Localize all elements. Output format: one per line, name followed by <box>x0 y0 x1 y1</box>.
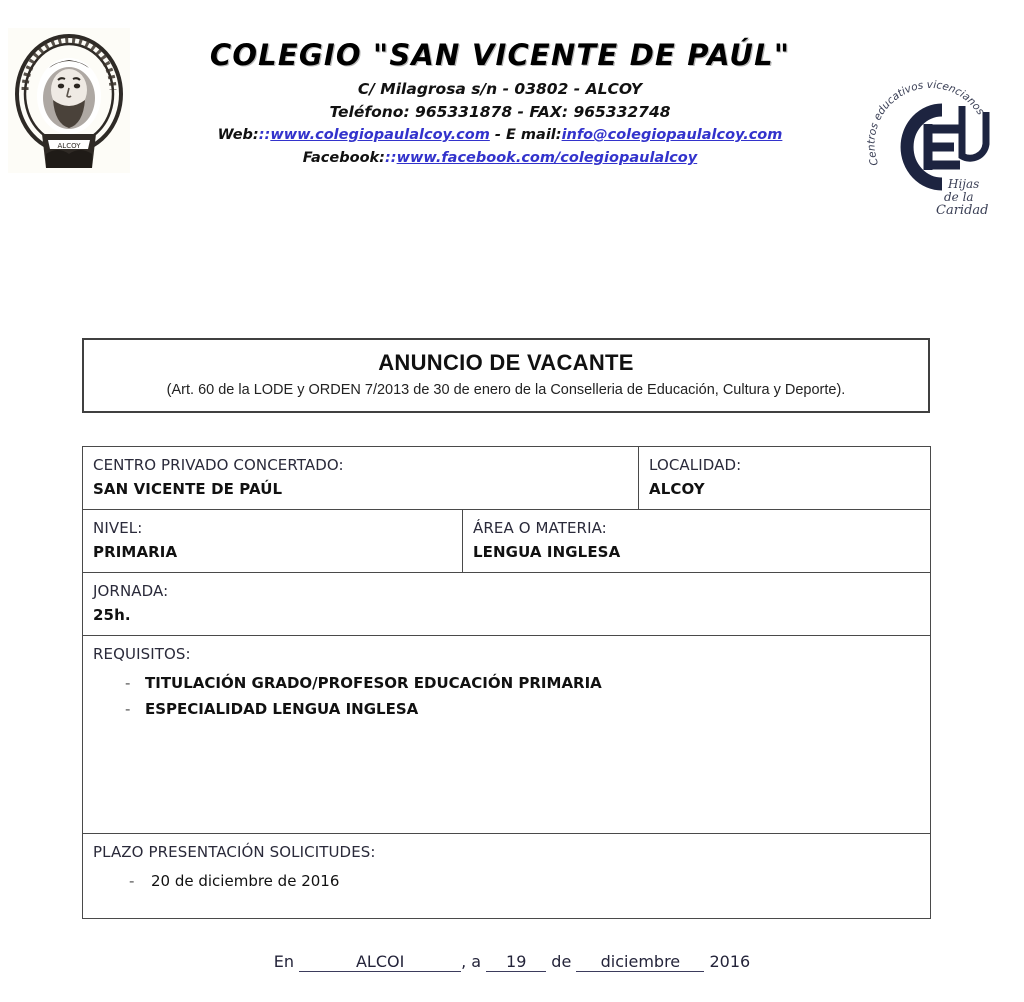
table-row <box>83 834 931 919</box>
footer-en-label: En <box>273 952 295 971</box>
school-title: COLEGIO "SAN VICENTE DE PAÚL" <box>209 38 791 72</box>
footer-comma-a-label: , a <box>461 952 482 971</box>
table-row <box>83 447 931 510</box>
svg-text:Centros educativos vicencianos: Centros educativos vicencianos <box>865 78 987 168</box>
cell-area-materia <box>463 510 931 573</box>
svg-text:Hijas: Hijas <box>948 177 980 191</box>
facebook-label: Facebook: <box>302 150 385 166</box>
cell-plazo <box>83 834 931 919</box>
localidad-value: ALCOY <box>649 480 705 498</box>
list-item: - 20 de diciembre de 2016 <box>93 868 930 894</box>
nivel-label: NIVEL: <box>93 519 143 537</box>
school-address: C/ Milagrosa s/n - 03802 - ALCOY <box>357 80 643 98</box>
vacancy-table <box>82 446 931 919</box>
table-row <box>83 636 931 834</box>
area-materia-label: ÁREA O MATERIA: <box>473 519 607 537</box>
table-row <box>83 573 931 636</box>
table-row <box>83 510 931 573</box>
list-item: - ESPECIALIDAD LENGUA INGLESA <box>93 696 930 722</box>
cev-logo <box>862 72 1004 217</box>
footer-day-field[interactable]: 19 <box>486 952 546 972</box>
centro-label: CENTRO PRIVADO CONCERTADO: <box>93 456 344 474</box>
cell-jornada <box>83 573 931 636</box>
jornada-value: 25h. <box>93 606 131 624</box>
plazo-list <box>93 868 930 894</box>
svg-text:ALCOY: ALCOY <box>57 142 81 150</box>
facebook-link[interactable]: www.facebook.com/colegiopaulalcoy <box>396 150 698 166</box>
plazo-label: PLAZO PRESENTACIÓN SOLICITUDES: <box>93 843 376 861</box>
signature-line <box>0 952 1024 972</box>
svg-text:de la: de la <box>944 190 974 204</box>
email-link[interactable]: info@colegiopaulalcoy.com <box>561 127 783 143</box>
school-web-email-line <box>150 124 850 147</box>
announcement-title-box <box>82 338 930 413</box>
requisitos-label: REQUISITOS: <box>93 645 191 663</box>
area-materia-value: LENGUA INGLESA <box>473 543 621 561</box>
jornada-label: JORNADA: <box>93 582 169 600</box>
document-header <box>0 0 1024 230</box>
announcement-legal-note: (Art. 60 de la LODE y ORDEN 7/2013 de 30 de enero de la Conselleria de Educación, Cultura y Deporte). <box>166 382 846 398</box>
web-dots: :: <box>258 127 271 143</box>
footer-de-label: de <box>551 952 572 971</box>
cell-requisitos <box>83 636 931 834</box>
cell-centro <box>83 447 639 510</box>
email-separator-label: - E mail: <box>494 127 562 143</box>
school-seal-logo <box>8 28 130 173</box>
school-contact-block <box>150 38 850 170</box>
svg-text:Caridad: Caridad <box>936 203 989 217</box>
footer-place-field[interactable]: ALCOI <box>299 952 461 972</box>
requisitos-list <box>93 670 930 722</box>
cell-nivel <box>83 510 463 573</box>
centro-value: SAN VICENTE DE PAÚL <box>93 480 283 498</box>
facebook-dots: :: <box>384 150 397 166</box>
footer-year: 2016 <box>709 952 751 971</box>
school-facebook-line <box>150 147 850 170</box>
localidad-label: LOCALIDAD: <box>649 456 742 474</box>
cell-localidad <box>639 447 931 510</box>
school-phone-fax: Teléfono: 965331878 - FAX: 965332748 <box>329 103 671 121</box>
nivel-value: PRIMARIA <box>93 543 178 561</box>
web-label: Web: <box>217 127 259 143</box>
list-item: - TITULACIÓN GRADO/PROFESOR EDUCACIÓN PRIMARIA <box>93 670 930 696</box>
announcement-heading: ANUNCIO DE VACANTE <box>378 350 634 375</box>
footer-month-field[interactable]: diciembre <box>576 952 704 972</box>
website-link[interactable]: www.colegiopaulalcoy.com <box>270 127 490 143</box>
